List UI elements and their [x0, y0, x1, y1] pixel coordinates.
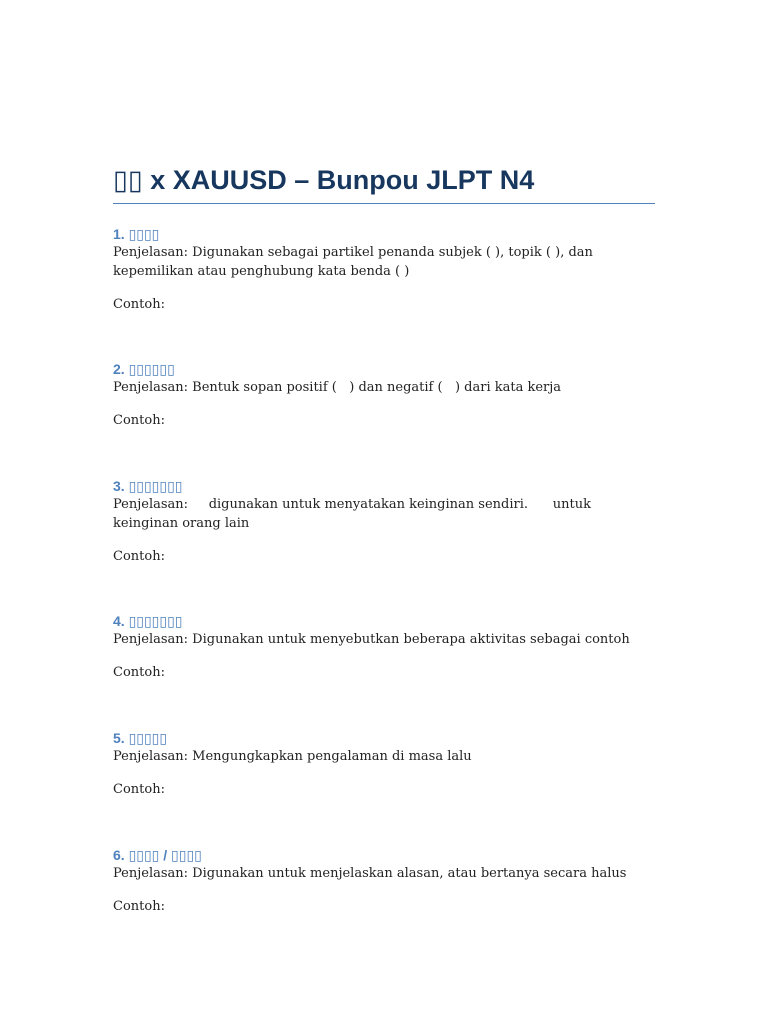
- grammar-section-6: [113, 847, 655, 916]
- section-explanation: Penjelasan: Digunakan untuk menyebutkan beberapa aktivitas sebagai contoh: [113, 632, 630, 647]
- section-explanation: Penjelasan: Bentuk sopan positif ( ) dan negatif ( ) dari kata kerja: [113, 380, 562, 395]
- section-example-label: Contoh:: [113, 297, 165, 312]
- section-heading: 1. ▯▯▯▯: [113, 226, 160, 242]
- grammar-section-1: [113, 226, 655, 314]
- section-example-label: Contoh:: [113, 782, 165, 797]
- section-heading: 2. ▯▯▯▯▯▯: [113, 361, 175, 377]
- document-title: ▯▯ x XAUUSD – Bunpou JLPT N4: [113, 165, 535, 195]
- document-page: [113, 160, 655, 914]
- section-example-label: Contoh:: [113, 413, 165, 428]
- grammar-section-4: [113, 613, 655, 682]
- section-explanation: Penjelasan: Digunakan untuk menjelaskan alasan, atau bertanya secara halus: [113, 866, 627, 881]
- section-heading: 6. ▯▯▯▯ / ▯▯▯▯: [113, 847, 202, 863]
- section-explanation: Penjelasan: digunakan untuk menyatakan keinginan sendiri. untuk keinginan orang lain: [113, 497, 592, 531]
- section-explanation: Penjelasan: Mengungkapkan pengalaman di masa lalu: [113, 749, 472, 764]
- section-example-label: Contoh:: [113, 899, 165, 914]
- grammar-section-2: [113, 361, 655, 430]
- section-explanation: Penjelasan: Digunakan sebagai partikel penanda subjek ( ), topik ( ), dan kepemilikan atau penghubung kata benda ( ): [113, 245, 593, 279]
- section-heading: 4. ▯▯▯▯▯▯▯: [113, 613, 183, 629]
- grammar-section-5: [113, 730, 655, 799]
- grammar-section-3: [113, 478, 655, 566]
- section-heading: 3. ▯▯▯▯▯▯▯: [113, 478, 183, 494]
- title-underline: [113, 203, 655, 204]
- section-example-label: Contoh:: [113, 665, 165, 680]
- section-heading: 5. ▯▯▯▯▯: [113, 730, 168, 746]
- section-example-label: Contoh:: [113, 549, 165, 564]
